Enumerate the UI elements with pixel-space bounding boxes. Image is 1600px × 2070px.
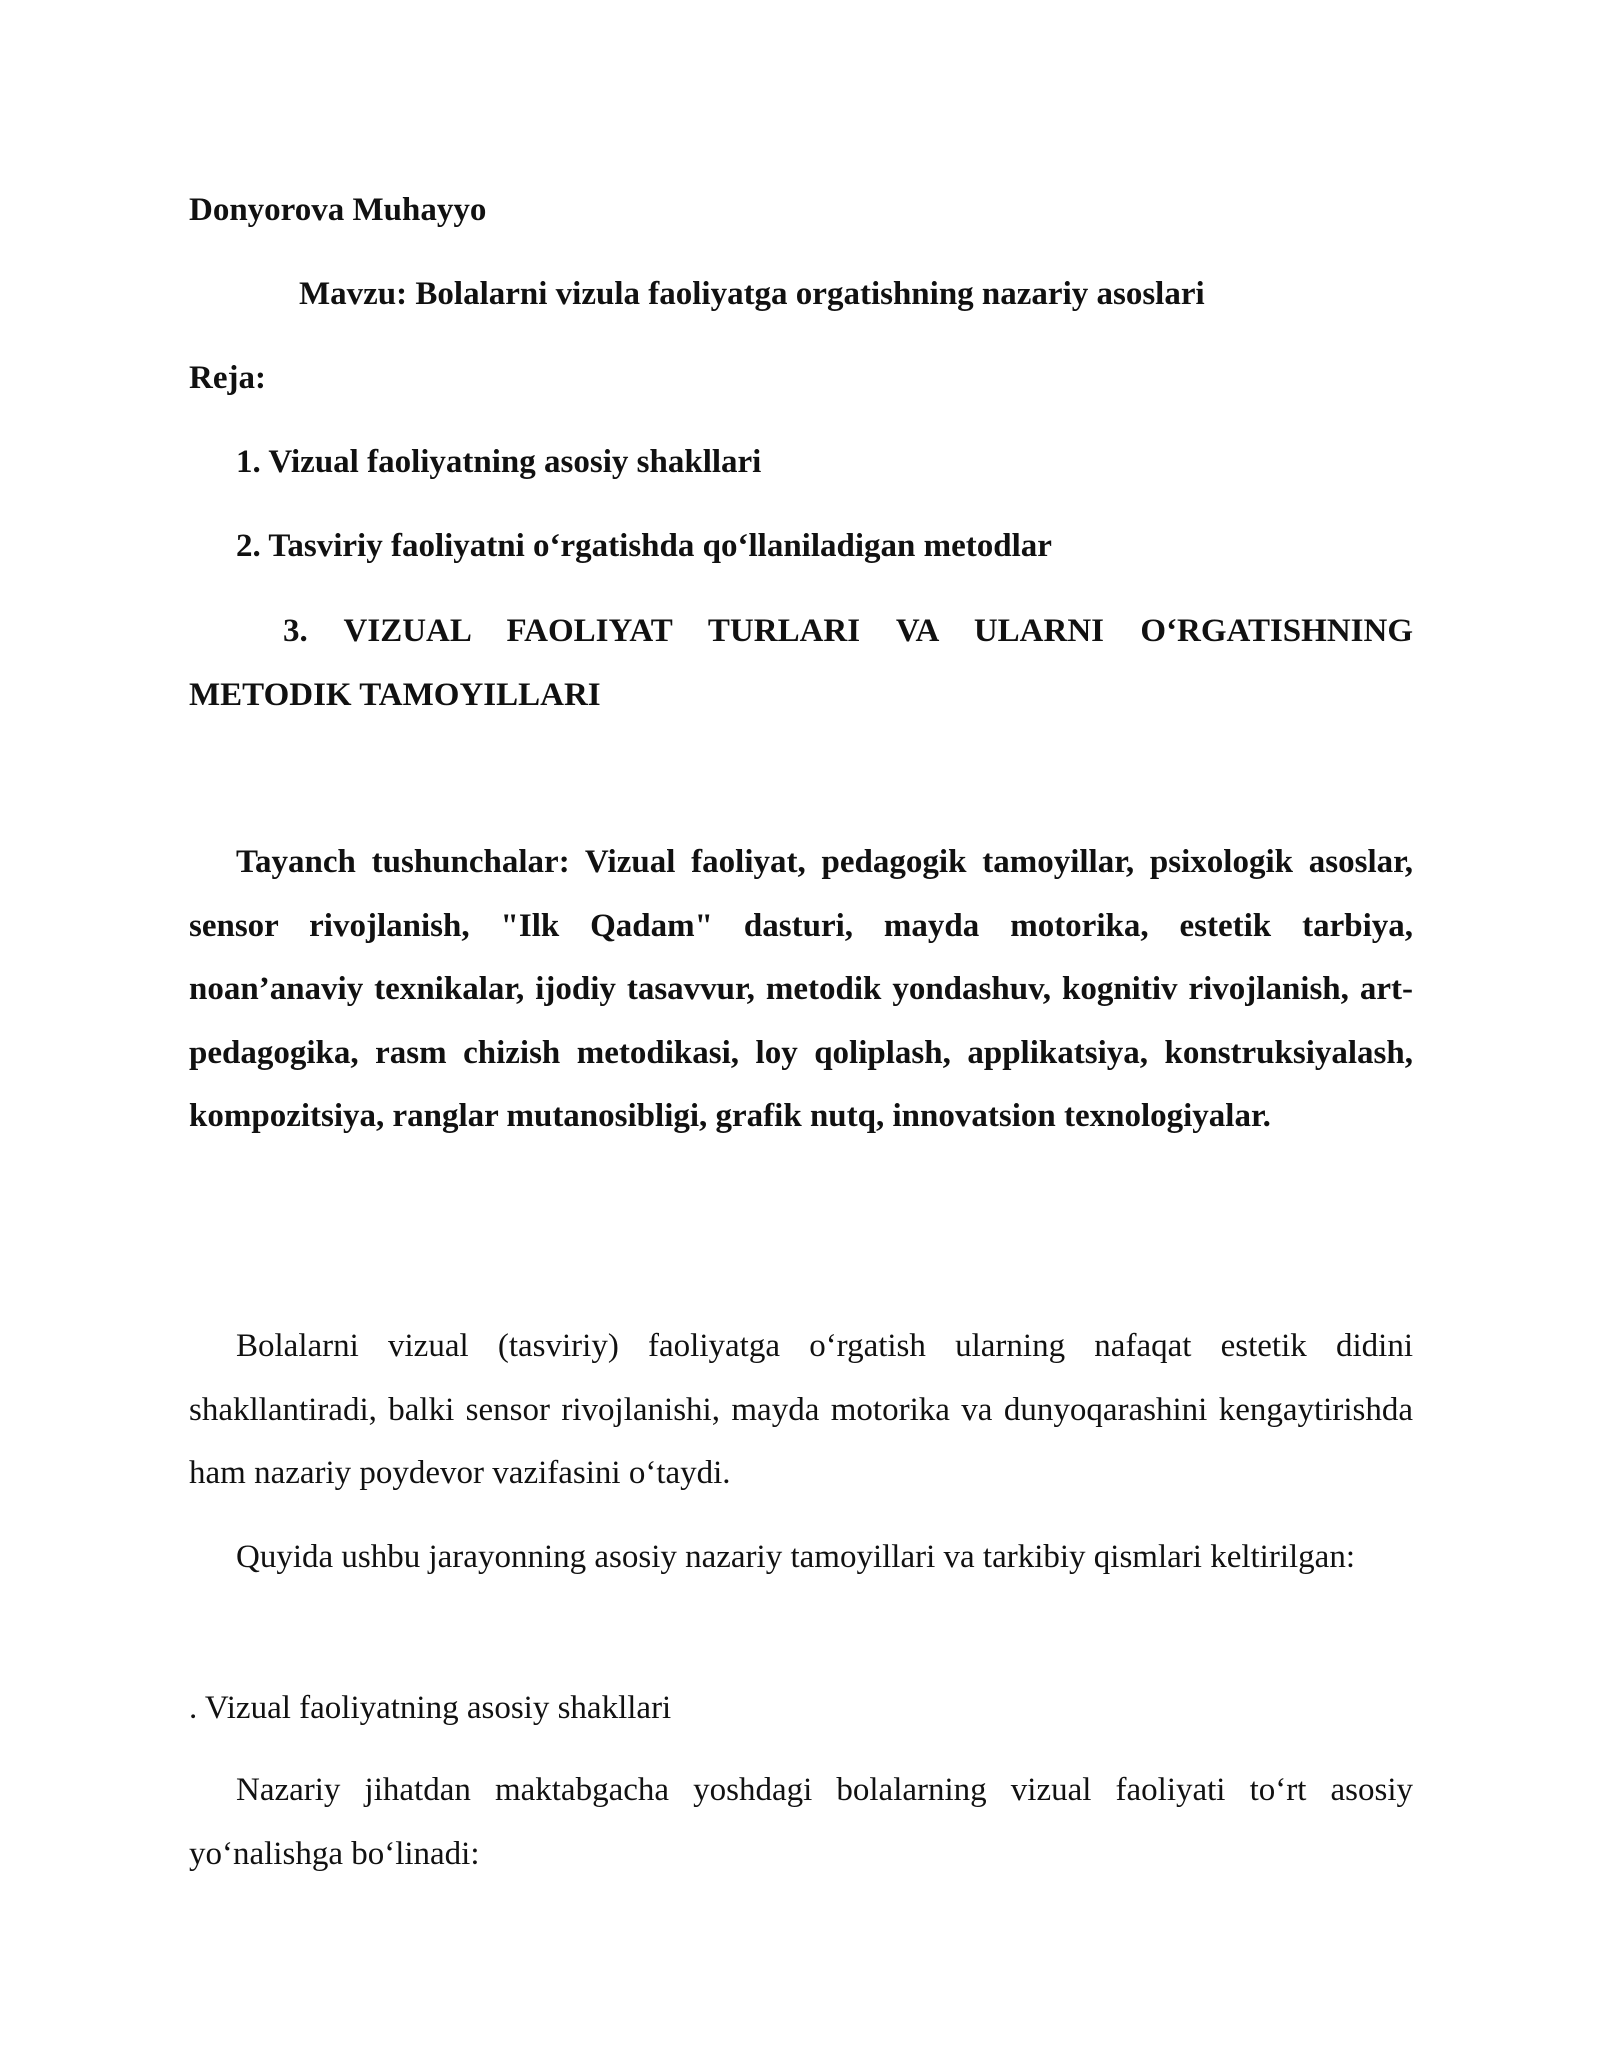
plan-item-1: 1. Vizual faoliyatning asosiy shakllari	[236, 444, 762, 480]
paragraph-intro: Bolalarni vizual (tasviriy) faoliyatga o‘rgatish ularning nafaqat estetik didini shakllantiradi, balki sensor rivojlanishi, mayda motorika va dunyoqarashini kengaytirishda ham nazariy poydevor vazifasini o‘taydi.	[189, 1328, 1413, 1491]
plan-item-2: 2. Tasviriy faoliyatni o‘rgatishda qo‘llaniladigan metodlar	[236, 528, 1052, 564]
paragraph-directions: Nazariy jihatdan maktabgacha yoshdagi bolalarning vizual faoliyati to‘rt asosiy yo‘nalishga bo‘linadi:	[189, 1772, 1413, 1872]
paragraph-list-intro: Quyida ushbu jarayonning asosiy nazariy tamoyillari va tarkibiy qismlari keltirilgan:	[236, 1539, 1355, 1575]
author-name: Donyorova Muhayyo	[189, 192, 487, 228]
topic-title: Mavzu: Bolalarni vizula faoliyatga orgatishning nazariy asoslari	[299, 276, 1205, 312]
plan-item-3: 3. VIZUAL FAOLIYAT TURLARI VA ULARNI O‘RGATISHNING METODIK TAMOYILLARI	[189, 613, 1413, 713]
plan-label: Reja:	[189, 360, 266, 396]
keywords-paragraph: Tayanch tushunchalar: Vizual faoliyat, pedagogik tamoyillar, psixologik asoslar, sensor rivojlanish, "Ilk Qadam" dasturi, mayda motorika, estetik tarbiya, noan’anaviy texnikalar, ijodiy tasavvur, metodik yondashuv, kognitiv rivojlanish, art-pedagogika, rasm chizish metodikasi, loy qoliplash, applikatsiya, konstruksiyalash, kompozitsiya, ranglar mutanosibligi, grafik nutq, innovatsion texnologiyalar.	[189, 844, 1413, 1134]
section-heading: . Vizual faoliyatning asosiy shakllari	[189, 1690, 672, 1726]
